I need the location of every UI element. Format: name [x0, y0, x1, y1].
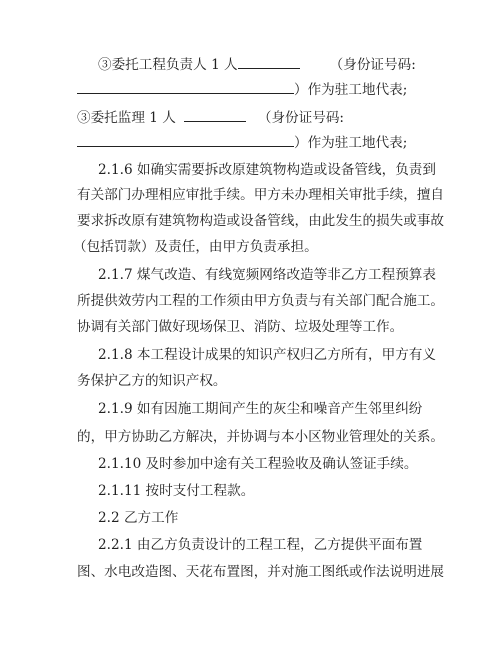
- appointment-manager-line: [98, 55, 416, 74]
- paragraph-line: 2.1.9 如有因施工期间产生的灰尘和噪音产生邻里纠纷: [98, 401, 423, 417]
- paragraph-line: 要求拆改原有建筑物构造或设备管线，由此发生的损失或事故: [77, 213, 445, 229]
- paragraph-line: 2.2.1 由乙方负责设计的工程工程，乙方提供平面布置: [98, 537, 423, 553]
- paragraph-line: 2.1.7 煤气改造、有线宽频网络改造等非乙方工程预算表: [98, 267, 436, 283]
- paragraph-line: 2.1.8 本工程设计成果的知识产权归乙方所有，甲方有义: [98, 347, 436, 363]
- idcard-label: （身份证号码:: [257, 110, 345, 126]
- appointment-manager-text: ③委托工程负责人 1 人: [98, 57, 238, 73]
- paragraph-line: 的，甲方协助乙方解决，并协调与本小区物业管理处的关系。: [77, 429, 445, 445]
- paragraph-line: 图、水电改造图、天花布置图，并对施工图纸或作法说明进展: [77, 564, 445, 580]
- rep-suffix: ）作为驻工地代表;: [294, 135, 408, 151]
- paragraph-line: （包括罚款）及责任，由甲方负责承担。: [73, 239, 318, 255]
- paragraph-line: 协调有关部门做好现场保卫、消防、垃圾处理等工作。: [77, 319, 404, 335]
- appointment-supervisor-text: ③委托监理 1 人: [77, 110, 176, 126]
- paragraph-line: 2.1.10 及时参加中途有关工程验收及确认签证手续。: [98, 456, 418, 472]
- name-blank: [238, 55, 300, 69]
- idcard-blank: [77, 133, 294, 147]
- manager-id-line: [77, 80, 407, 99]
- name-blank: [184, 108, 246, 122]
- paragraph-line: 有关部门办理相应审批手续。甲方未办理相关审批手续，擅自: [77, 187, 445, 203]
- paragraph-line: 2.1.11 按时支付工程款。: [98, 483, 255, 499]
- paragraph-line: 2.1.6 如确实需要拆改原建筑物构造或设备管线，负责到: [98, 162, 436, 178]
- supervisor-id-line: [77, 133, 407, 152]
- paragraph-line: 务保护乙方的知识产权。: [77, 373, 227, 389]
- section-heading: 2.2 乙方工作: [98, 510, 179, 526]
- appointment-supervisor-line: [77, 108, 344, 127]
- rep-suffix: ）作为驻工地代表;: [294, 82, 408, 98]
- idcard-label: （身份证号码:: [329, 57, 416, 73]
- idcard-blank: [77, 80, 294, 94]
- paragraph-line: 所提供效劳内工程的工作须由甲方负责与有关部门配合施工。: [77, 293, 445, 309]
